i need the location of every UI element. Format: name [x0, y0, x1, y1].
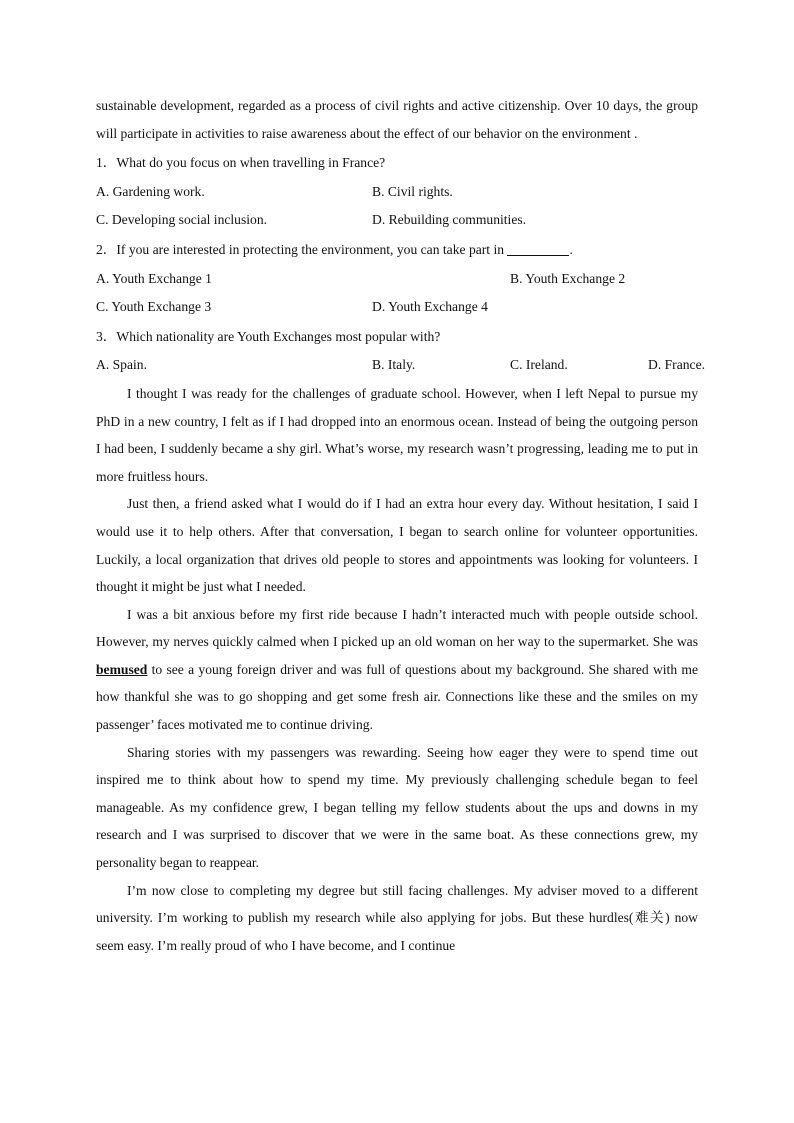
highlighted-word: bemused: [96, 661, 148, 677]
question-3-stem: 3．Which nationality are Youth Exchanges most popular with?: [96, 328, 441, 344]
question-2-option-c[interactable]: C. Youth Exchange 3: [96, 299, 212, 315]
question-2-stem-text: 2．If you are interested in protecting the environment, you can take part in: [96, 241, 508, 257]
question-1-options-row-1: [96, 178, 698, 206]
article-paragraph-5: I’m now close to completing my degree but still facing challenges. My adviser moved to a different university. I’m working to publish my research while also applying for jobs. But these hurdles(难关) now seem easy. I’m really proud of who I have become, and I continue: [96, 882, 698, 953]
question-1-option-b[interactable]: B. Civil rights.: [372, 183, 453, 199]
question-1: [96, 149, 698, 234]
question-1-options-row-2: [96, 206, 698, 234]
question-3: [96, 323, 705, 379]
passage-ending: sustainable development, regarded as a process of civil rights and active citizenship. Over 10 days, the group will participate in activities to raise awareness about the effect of our behavior on the environment .: [96, 98, 698, 141]
question-2-stem-end: .: [569, 241, 573, 257]
document-content: [96, 92, 705, 959]
question-2-option-a[interactable]: A. Youth Exchange 1: [96, 270, 212, 286]
article-paragraph-2: Just then, a friend asked what I would do if I had an extra hour every day. Without hesitation, I said I would use it to help others. After that conversation, I began to search online for volunteer opportunities. Luckily, a local organization that drives old people to stores and appointments was looking for volunteers. I thought it might be just what I needed.: [96, 496, 698, 595]
answer-blank[interactable]: [507, 241, 569, 256]
article-paragraph-3-start: I was a bit anxious before my first ride because I hadn’t interacted much with people outside school. However, my nerves quickly calmed when I picked up an old woman on her way to the supermarket. She was: [96, 606, 698, 650]
article-paragraph-3: [96, 601, 698, 739]
article-paragraph-1: I thought I was ready for the challenges of graduate school. However, when I left Nepal to pursue my PhD in a new country, I felt as if I had dropped into an enormous ocean. Instead of being the outgoing person I had been, I suddenly became a shy girl. What’s worse, my research wasn’t progressing, leading me to put in more fruitless hours.: [96, 385, 698, 484]
question-1-option-d[interactable]: D. Rebuilding communities.: [372, 212, 527, 228]
question-3-options-row: [96, 351, 705, 379]
question-2-stem: [96, 236, 698, 264]
question-3-option-d[interactable]: D. France.: [648, 357, 705, 373]
article-paragraph-3-end: to see a young foreign driver and was full of questions about my background. She shared with me how thankful she was to go shopping and get some fresh air. Connections like these and the smiles on my passenger’ faces motivated me to continue driving.: [96, 661, 698, 733]
question-3-option-c[interactable]: C. Ireland.: [510, 357, 568, 373]
question-2: [96, 236, 698, 321]
question-2-options-row-2: [96, 293, 698, 321]
question-2-option-b[interactable]: B. Youth Exchange 2: [510, 270, 626, 286]
article: [96, 380, 698, 959]
question-1-stem: 1．What do you focus on when travelling in France?: [96, 155, 386, 171]
question-2-options-row-1: [96, 265, 698, 293]
question-1-option-a[interactable]: A. Gardening work.: [96, 183, 205, 199]
question-3-option-a[interactable]: A. Spain.: [96, 357, 147, 373]
article-paragraph-4: Sharing stories with my passengers was rewarding. Seeing how eager they were to spend time out inspired me to think about how to spend my time. My previously challenging schedule began to feel manageable. As my confidence grew, I began telling my fellow students about the ups and downs in my research and I was surprised to discover that we were in the same boat. As these connections grew, my personality began to reappear.: [96, 744, 698, 871]
question-1-option-c[interactable]: C. Developing social inclusion.: [96, 212, 268, 228]
question-2-option-d[interactable]: D. Youth Exchange 4: [372, 299, 488, 315]
question-3-option-b[interactable]: B. Italy.: [372, 357, 416, 373]
